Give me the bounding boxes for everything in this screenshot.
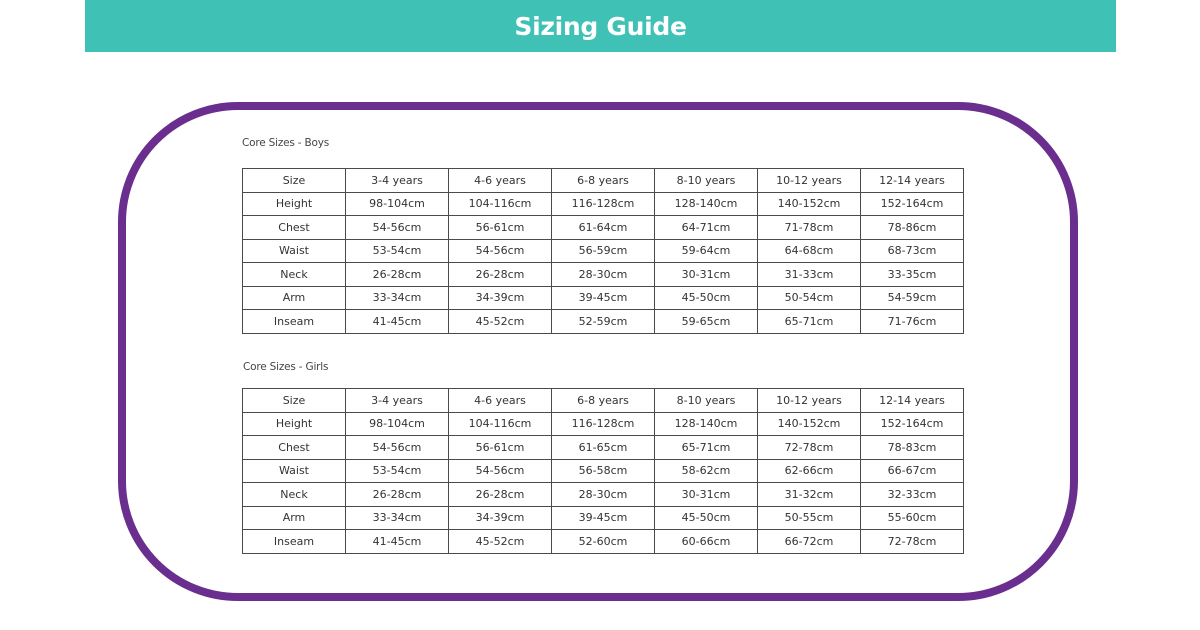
table-row (243, 239, 964, 263)
table-cell: 152-164cm (861, 412, 964, 436)
column-header-cell: 12-14 years (861, 169, 964, 193)
column-header-cell: 10-12 years (758, 389, 861, 413)
table-cell: 34-39cm (449, 286, 552, 310)
table-cell: 65-71cm (758, 310, 861, 334)
table-cell: 45-50cm (655, 506, 758, 530)
table-cell: 61-65cm (552, 436, 655, 460)
table-cell: 71-76cm (861, 310, 964, 334)
table-cell: 53-54cm (346, 239, 449, 263)
row-label-cell: Size (243, 169, 346, 193)
table-cell: 33-34cm (346, 286, 449, 310)
table-cell: 64-68cm (758, 239, 861, 263)
header-banner (85, 0, 1116, 52)
table-cell: 45-50cm (655, 286, 758, 310)
page-title: Sizing Guide (514, 11, 687, 41)
table-cell: 30-31cm (655, 263, 758, 287)
column-header-cell: 12-14 years (861, 389, 964, 413)
table-cell: 26-28cm (346, 263, 449, 287)
table-cell: 140-152cm (758, 192, 861, 216)
table-cell: 31-32cm (758, 483, 861, 507)
row-label-cell: Arm (243, 506, 346, 530)
table-row (243, 216, 964, 240)
table-cell: 34-39cm (449, 506, 552, 530)
row-label-cell: Height (243, 192, 346, 216)
table-cell: 66-67cm (861, 459, 964, 483)
table-header-row (243, 389, 964, 413)
table-row (243, 192, 964, 216)
table-cell: 72-78cm (861, 530, 964, 554)
table-cell: 39-45cm (552, 286, 655, 310)
table-cell: 140-152cm (758, 412, 861, 436)
table-cell: 54-56cm (346, 436, 449, 460)
column-header-cell: 8-10 years (655, 389, 758, 413)
column-header-cell: 3-4 years (346, 389, 449, 413)
table-cell: 30-31cm (655, 483, 758, 507)
table-cell: 50-55cm (758, 506, 861, 530)
table-cell: 54-56cm (346, 216, 449, 240)
table-cell: 104-116cm (449, 192, 552, 216)
section-title-boys: Core Sizes - Boys (242, 137, 330, 149)
table-cell: 98-104cm (346, 192, 449, 216)
table-cell: 54-59cm (861, 286, 964, 310)
column-header-cell: 10-12 years (758, 169, 861, 193)
table-cell: 128-140cm (655, 412, 758, 436)
table-cell: 50-54cm (758, 286, 861, 310)
column-header-cell: 4-6 years (449, 389, 552, 413)
table-row (243, 310, 964, 334)
row-label-cell: Neck (243, 483, 346, 507)
table-row (243, 530, 964, 554)
table-cell: 28-30cm (552, 263, 655, 287)
table-cell: 61-64cm (552, 216, 655, 240)
table-cell: 78-83cm (861, 436, 964, 460)
table-cell: 41-45cm (346, 530, 449, 554)
table-row (243, 459, 964, 483)
table-cell: 32-33cm (861, 483, 964, 507)
table-row (243, 263, 964, 287)
table-cell: 33-34cm (346, 506, 449, 530)
table-cell: 33-35cm (861, 263, 964, 287)
table-cell: 59-64cm (655, 239, 758, 263)
table-cell: 54-56cm (449, 239, 552, 263)
table-cell: 152-164cm (861, 192, 964, 216)
table-cell: 56-59cm (552, 239, 655, 263)
row-label-cell: Height (243, 412, 346, 436)
table-row (243, 436, 964, 460)
table-cell: 59-65cm (655, 310, 758, 334)
table-cell: 45-52cm (449, 310, 552, 334)
table-cell: 78-86cm (861, 216, 964, 240)
column-header-cell: 6-8 years (552, 169, 655, 193)
table-cell: 52-60cm (552, 530, 655, 554)
table-cell: 66-72cm (758, 530, 861, 554)
row-label-cell: Inseam (243, 530, 346, 554)
table-cell: 64-71cm (655, 216, 758, 240)
table-cell: 39-45cm (552, 506, 655, 530)
size-table-girls (242, 388, 964, 554)
table-cell: 31-33cm (758, 263, 861, 287)
table-cell: 26-28cm (449, 263, 552, 287)
table-cell: 41-45cm (346, 310, 449, 334)
column-header-cell: 8-10 years (655, 169, 758, 193)
row-label-cell: Chest (243, 216, 346, 240)
table-cell: 128-140cm (655, 192, 758, 216)
row-label-cell: Chest (243, 436, 346, 460)
table-cell: 26-28cm (346, 483, 449, 507)
table-row (243, 286, 964, 310)
table-cell: 56-58cm (552, 459, 655, 483)
row-label-cell: Arm (243, 286, 346, 310)
table-cell: 28-30cm (552, 483, 655, 507)
table-cell: 104-116cm (449, 412, 552, 436)
table-cell: 58-62cm (655, 459, 758, 483)
table-cell: 72-78cm (758, 436, 861, 460)
table-cell: 53-54cm (346, 459, 449, 483)
table-cell: 98-104cm (346, 412, 449, 436)
table-cell: 71-78cm (758, 216, 861, 240)
table-cell: 56-61cm (449, 216, 552, 240)
table-cell: 60-66cm (655, 530, 758, 554)
row-label-cell: Neck (243, 263, 346, 287)
row-label-cell: Waist (243, 239, 346, 263)
row-label-cell: Waist (243, 459, 346, 483)
section-title-girls: Core Sizes - Girls (243, 361, 329, 373)
column-header-cell: 6-8 years (552, 389, 655, 413)
column-header-cell: 4-6 years (449, 169, 552, 193)
table-cell: 56-61cm (449, 436, 552, 460)
column-header-cell: 3-4 years (346, 169, 449, 193)
table-cell: 45-52cm (449, 530, 552, 554)
table-cell: 65-71cm (655, 436, 758, 460)
table-cell: 55-60cm (861, 506, 964, 530)
size-table-boys (242, 168, 964, 334)
table-cell: 26-28cm (449, 483, 552, 507)
row-label-cell: Inseam (243, 310, 346, 334)
table-row (243, 412, 964, 436)
table-cell: 62-66cm (758, 459, 861, 483)
table-cell: 116-128cm (552, 192, 655, 216)
table-header-row (243, 169, 964, 193)
row-label-cell: Size (243, 389, 346, 413)
table-cell: 68-73cm (861, 239, 964, 263)
table-row (243, 483, 964, 507)
table-cell: 116-128cm (552, 412, 655, 436)
table-cell: 52-59cm (552, 310, 655, 334)
table-row (243, 506, 964, 530)
table-cell: 54-56cm (449, 459, 552, 483)
